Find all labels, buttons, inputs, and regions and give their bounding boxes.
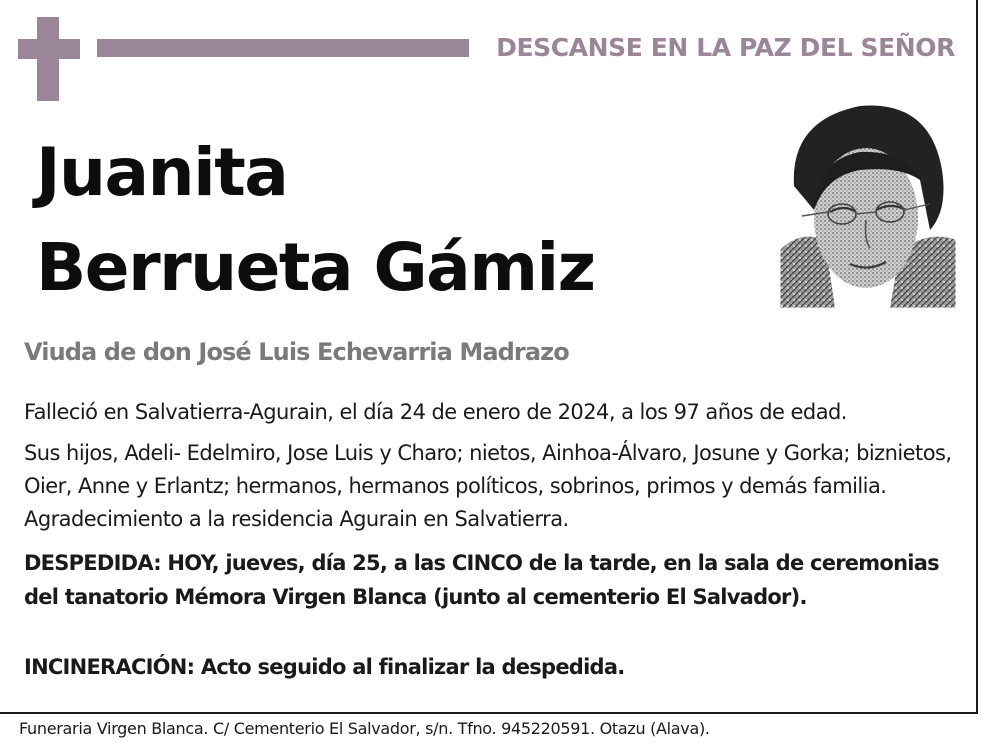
farewell-text: DESPEDIDA: HOY, jueves, día 25, a las CINCO de la tarde, en la sala de ceremonias del tanatorio Mémora Virgen Blanca (junto al cementerio El Salvador). [24,551,939,609]
cross-horizontal [18,39,80,59]
funeral-home-footer: Funeraria Virgen Blanca. C/ Cementerio El Salvador, s/n. Tfno. 945220591. Otazu (Alava). [19,719,710,738]
portrait-photo [780,100,956,308]
deceased-first-name: Juanita [36,134,288,211]
deceased-surnames: Berrueta Gámiz [36,229,595,306]
cross-vertical [37,17,59,101]
widow-of-line: Viuda de don José Luis Echevarria Madrazo [24,338,569,366]
death-notice-text: Falleció en Salvatierra-Agurain, el día 24 de enero de 2024, a los 97 años de edad. [24,400,847,424]
header-title: DESCANSE EN LA PAZ DEL SEÑOR [496,33,955,62]
header-bar [97,39,469,57]
cremation-text: INCINERACIÓN: Acto seguido al finalizar la despedida. [24,655,625,679]
family-text: Sus hijos, Adeli- Edelmiro, Jose Luis y Charo; nietos, Ainhoa-Álvaro, Josune y Gorka; biznietos, Oier, Anne y Erlantz; hermanos, hermanos políticos, sobrinos, primos y demás familia. Agradecimiento a la residencia Agurain en Salvatierra. [24,441,952,531]
